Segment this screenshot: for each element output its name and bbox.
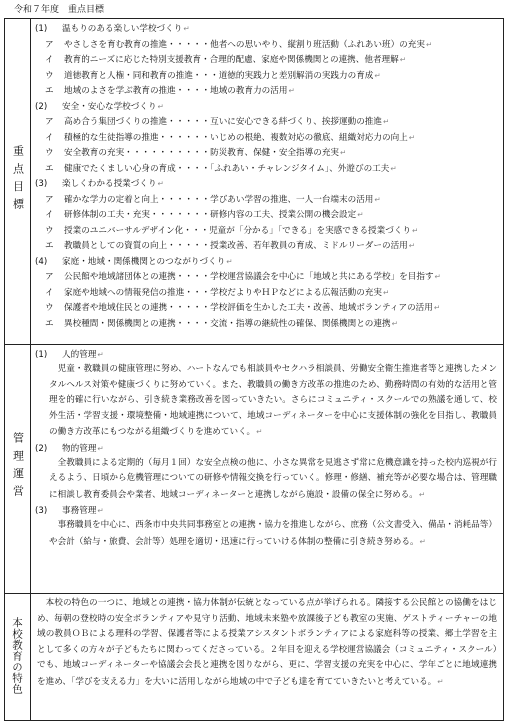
goal-item-marker: ア <box>45 272 54 282</box>
goal-item <box>35 269 499 285</box>
goal-group-heading <box>35 21 499 37</box>
goal-group-title: 楽しくわかる授業づくり <box>62 179 157 189</box>
management-subsection-body <box>35 456 499 504</box>
features-content <box>31 594 504 721</box>
paragraph-mark-icon: ↵ <box>97 506 104 515</box>
management-content <box>31 345 504 594</box>
paragraph-mark-icon: ↵ <box>382 117 390 126</box>
management-label-cell <box>5 345 31 594</box>
management-subsection-text: 事務職員を中心に、西条市中央共同事務室との連携・協力を推進しながら、庶務（公文書受入、備品・消耗品等）や会計（給与・旅費、会計等）処理を適切・迅速に行っていける体制の整備に引き続き努める。 <box>49 520 497 547</box>
goal-item-text: 教職員としての資質の向上・・・・・授業改善、若年教員の育成、ミドルリーダーの活用 <box>64 241 408 251</box>
goal-item-text: 家庭や地域への情報発信の推進・・・学校だよりやＨＰなどによる広報活動の充実 <box>64 287 382 298</box>
paragraph-mark-icon: ↵ <box>433 303 441 312</box>
paragraph-mark-icon: ↵ <box>374 70 381 80</box>
goal-item <box>35 316 499 332</box>
goal-item <box>35 238 499 254</box>
goal-item <box>35 145 499 161</box>
paragraph-mark-icon: ↵ <box>425 39 433 49</box>
goal-item-text: 健康でたくましい心身の育成・・・・「ふれあい・チャレンジタイム」、外遊びの工夫 <box>64 163 390 174</box>
management-subsection-heading <box>35 441 499 456</box>
goal-item-text: 安全教育の充実・・・・・・・・・・防災教育、保健・安全指導の充実 <box>64 148 340 158</box>
goal-item-marker: ウ <box>45 303 54 313</box>
management-subsection-heading <box>35 503 499 518</box>
goal-group-heading <box>35 99 499 115</box>
features-label-cell <box>5 594 31 721</box>
goal-group-heading <box>35 176 499 192</box>
management-subsection-text: 児童・教職員の健康管理に努め、ハートなんでも相談員やセクハラ相談員、労働安全衛生推進者等と連携したメンタルヘルス対策や健康づくりに努めていく。また、教職員の働き方改革の推進のため、勤務時間の有効的な活用と管理を的確に行いながら、引き続き業務改善を図っていきたい。さらにコミュニティ・スクールでの熟議を通して、校外生活・学習支援・環境整備・地域連携について、地域コーディネーターを中心に支援体制の強化を目指し、教職員の働き方改革にもつながる組織づくりを進めていく。 <box>49 364 497 437</box>
goal-item <box>35 207 499 223</box>
goal-group-number: (4) <box>35 256 48 267</box>
paragraph-mark-icon: ↵ <box>419 536 426 546</box>
management-subsection-title: 人的管理 <box>62 350 97 360</box>
goal-item-marker: エ <box>45 318 54 329</box>
goal-item-marker: エ <box>45 163 54 174</box>
priority-goals-row <box>5 19 504 345</box>
features-label: 本校教育の特色 <box>11 616 23 695</box>
goal-item-marker: イ <box>45 132 54 143</box>
goal-group-heading <box>35 254 499 270</box>
goal-item-text: 研修体制の工夫・充実・・・・・・・研修内容の工夫、授業公開の機会設定 <box>64 210 357 220</box>
goal-group-number: (3) <box>35 179 48 189</box>
goal-item <box>35 52 499 68</box>
paragraph-mark-icon: ↵ <box>157 179 164 188</box>
goal-item-marker: エ <box>45 241 54 251</box>
paragraph-mark-icon: ↵ <box>340 148 347 157</box>
paragraph-mark-icon: ↵ <box>437 676 444 686</box>
management-subsection-title: 物的管理 <box>62 443 97 454</box>
goal-item <box>35 223 499 239</box>
goal-item-text: 教育的ニーズに応じた特別支援教育・合理的配慮、家庭や関係機関との連携、他者理解 <box>64 55 399 65</box>
goal-item-marker: イ <box>45 55 54 65</box>
paragraph-mark-icon: ↵ <box>412 225 419 235</box>
paragraph-mark-icon: ↵ <box>434 272 441 281</box>
paragraph-mark-icon: ↵ <box>97 443 104 453</box>
priority-goals-content <box>31 19 504 345</box>
management-row <box>5 345 504 594</box>
paragraph-mark-icon: ↵ <box>391 318 398 328</box>
goal-item <box>35 192 499 208</box>
paragraph-mark-icon: ↵ <box>374 194 381 204</box>
paragraph-mark-icon: ↵ <box>183 24 190 33</box>
management-subsections <box>35 347 499 550</box>
goal-item <box>35 130 499 146</box>
management-subsection-body <box>35 362 499 441</box>
goal-item-marker: ア <box>45 117 54 127</box>
goal-item <box>35 68 499 84</box>
school-goals-table <box>4 18 504 721</box>
paragraph-mark-icon: ↵ <box>382 287 390 297</box>
goal-item-marker: ア <box>45 194 54 205</box>
goal-item-marker: ウ <box>45 148 54 158</box>
priority-goals-label: 重点目標 <box>11 144 25 216</box>
goal-item <box>35 300 499 316</box>
management-subsection-title: 事務管理 <box>62 506 97 516</box>
paragraph-mark-icon: ↵ <box>408 241 416 250</box>
goal-group-title: 家庭・地域・関係機関とのつながりづくり <box>62 256 226 267</box>
management-subsection-text: 全教職員による定期的（毎月１回）な安全点検の他に、小さな異常を見逃さず常に危機意識を持った校内巡視が行えるよう、日頃から危機管理についての研修や情報交換を行っていく。修理・修繕、補充等が必要な場合は、管理職に相談し教育委員会や業者、地域コーディネーターと連携しながら施設・設備の保全に努める。 <box>49 457 497 500</box>
management-subsection-number: (2) <box>35 443 48 454</box>
management-subsection-number: (1) <box>35 350 48 360</box>
priority-goals-label-cell <box>5 19 31 345</box>
management-label: 管理運営 <box>11 432 25 503</box>
goal-group-title: 温もりのある楽しい学校づくり <box>62 24 183 34</box>
paragraph-mark-icon: ↵ <box>408 132 416 142</box>
paragraph-mark-icon: ↵ <box>399 55 407 64</box>
goal-item-text: 確かな学力の定着と向上・・・・・・学びあい学習の推進、一人一台端末の活用 <box>64 194 374 205</box>
goal-item-marker: ウ <box>45 70 54 81</box>
goal-item-text: やさしさを育む教育の推進・・・・・他者への思いやり、縦割り班活動（ふれあい班）の充実 <box>64 39 425 50</box>
goal-item-marker: イ <box>45 287 54 298</box>
management-subsection-body <box>35 518 499 550</box>
goal-group-title: 安全・安心な学校づくり <box>62 101 157 112</box>
goal-item-text: 地域のよさを学ぶ教育の推進・・・・地域の教育力の活用 <box>64 86 288 96</box>
goal-item-marker: ア <box>45 39 54 50</box>
features-text: 本校の特色の一つに、地域との連携・協力体制が伝統となっている点が挙げられる。隣接する公民館との協働をはじめ、毎朝の登校時の安全ボランティアや見守り活動、地域未来塾や放課後子ども教室の実施、ゲストティーチャーの地域の教員ＯＢによる理科の学習、保護者等による授業アシスタントボランティアによる家庭科等の授業、郷土学習を主として多くの方々が子どもたちに関わってくださっている。２年目を迎える学校運営協議会（コミュニティ・スクール）でも、地域コーディネーターや協議会会長と連携を図りながら、更に、学習支援の充実を中心に、学年ごとに地域連携を進め、「学びを支える力」を大いに活用しながら地域の中で子ども達を育てていきたいと考えている。 <box>37 598 497 687</box>
priority-groups <box>35 21 499 331</box>
goal-item-text: 保護者や地域住民との連携・・・・・学校評価を生かした工夫・改善、地域ボランティアの活用 <box>64 303 433 313</box>
goal-item-text: 異校種間・関係機関との連携・・・・交流・指導の継続性の確保、関係機関との連携 <box>64 318 391 329</box>
page-header-title: 令和７年度 重点目標 <box>14 5 105 15</box>
goal-item-marker: エ <box>45 86 54 96</box>
paragraph-mark-icon: ↵ <box>157 101 164 111</box>
paragraph-mark-icon: ↵ <box>97 350 104 359</box>
features-paragraph <box>35 596 499 690</box>
paragraph-mark-icon: ↵ <box>288 86 295 95</box>
features-row <box>5 594 504 721</box>
paragraph-mark-icon: ↵ <box>226 256 233 266</box>
goal-item-marker: ウ <box>45 225 54 236</box>
goal-item-marker: イ <box>45 210 54 220</box>
paragraph-mark-icon: ↵ <box>256 427 263 436</box>
goal-item-text: 積極的な生徒指導の推進・・・・・・いじめの根絶、複数対応の徹底、組織対応力の向上 <box>64 132 408 143</box>
goal-group-number: (2) <box>35 101 48 112</box>
management-subsection-heading <box>35 347 499 362</box>
goal-item-text: 道徳教育と人権・同和教育の推進・・・道徳的実践力と差別解消の実践力の育成 <box>64 70 374 81</box>
goal-item <box>35 114 499 130</box>
goal-item-text: 公民館や地域諸団体との連携・・・・学校運営協議会を中心に「地域と共にある学校」を目指す <box>64 272 434 282</box>
goal-group-number: (1) <box>35 24 48 34</box>
goal-item <box>35 37 499 53</box>
paragraph-mark-icon: ↵ <box>418 489 426 499</box>
goal-item <box>35 285 499 301</box>
paragraph-mark-icon: ↵ <box>390 163 397 173</box>
goal-item-text: 授業のユニバーサルデザイン化・・・児童が「分かる」「できる」を実感できる授業づくり <box>64 225 412 236</box>
paragraph-mark-icon: ↵ <box>357 210 364 219</box>
goal-item-text: 高め合う集団づくりの推進・・・・・互いに安心できる絆づくり、挨拶運動の推進 <box>64 117 382 127</box>
management-subsection-number: (3) <box>35 506 48 516</box>
goal-item <box>35 83 499 99</box>
goal-item <box>35 161 499 177</box>
